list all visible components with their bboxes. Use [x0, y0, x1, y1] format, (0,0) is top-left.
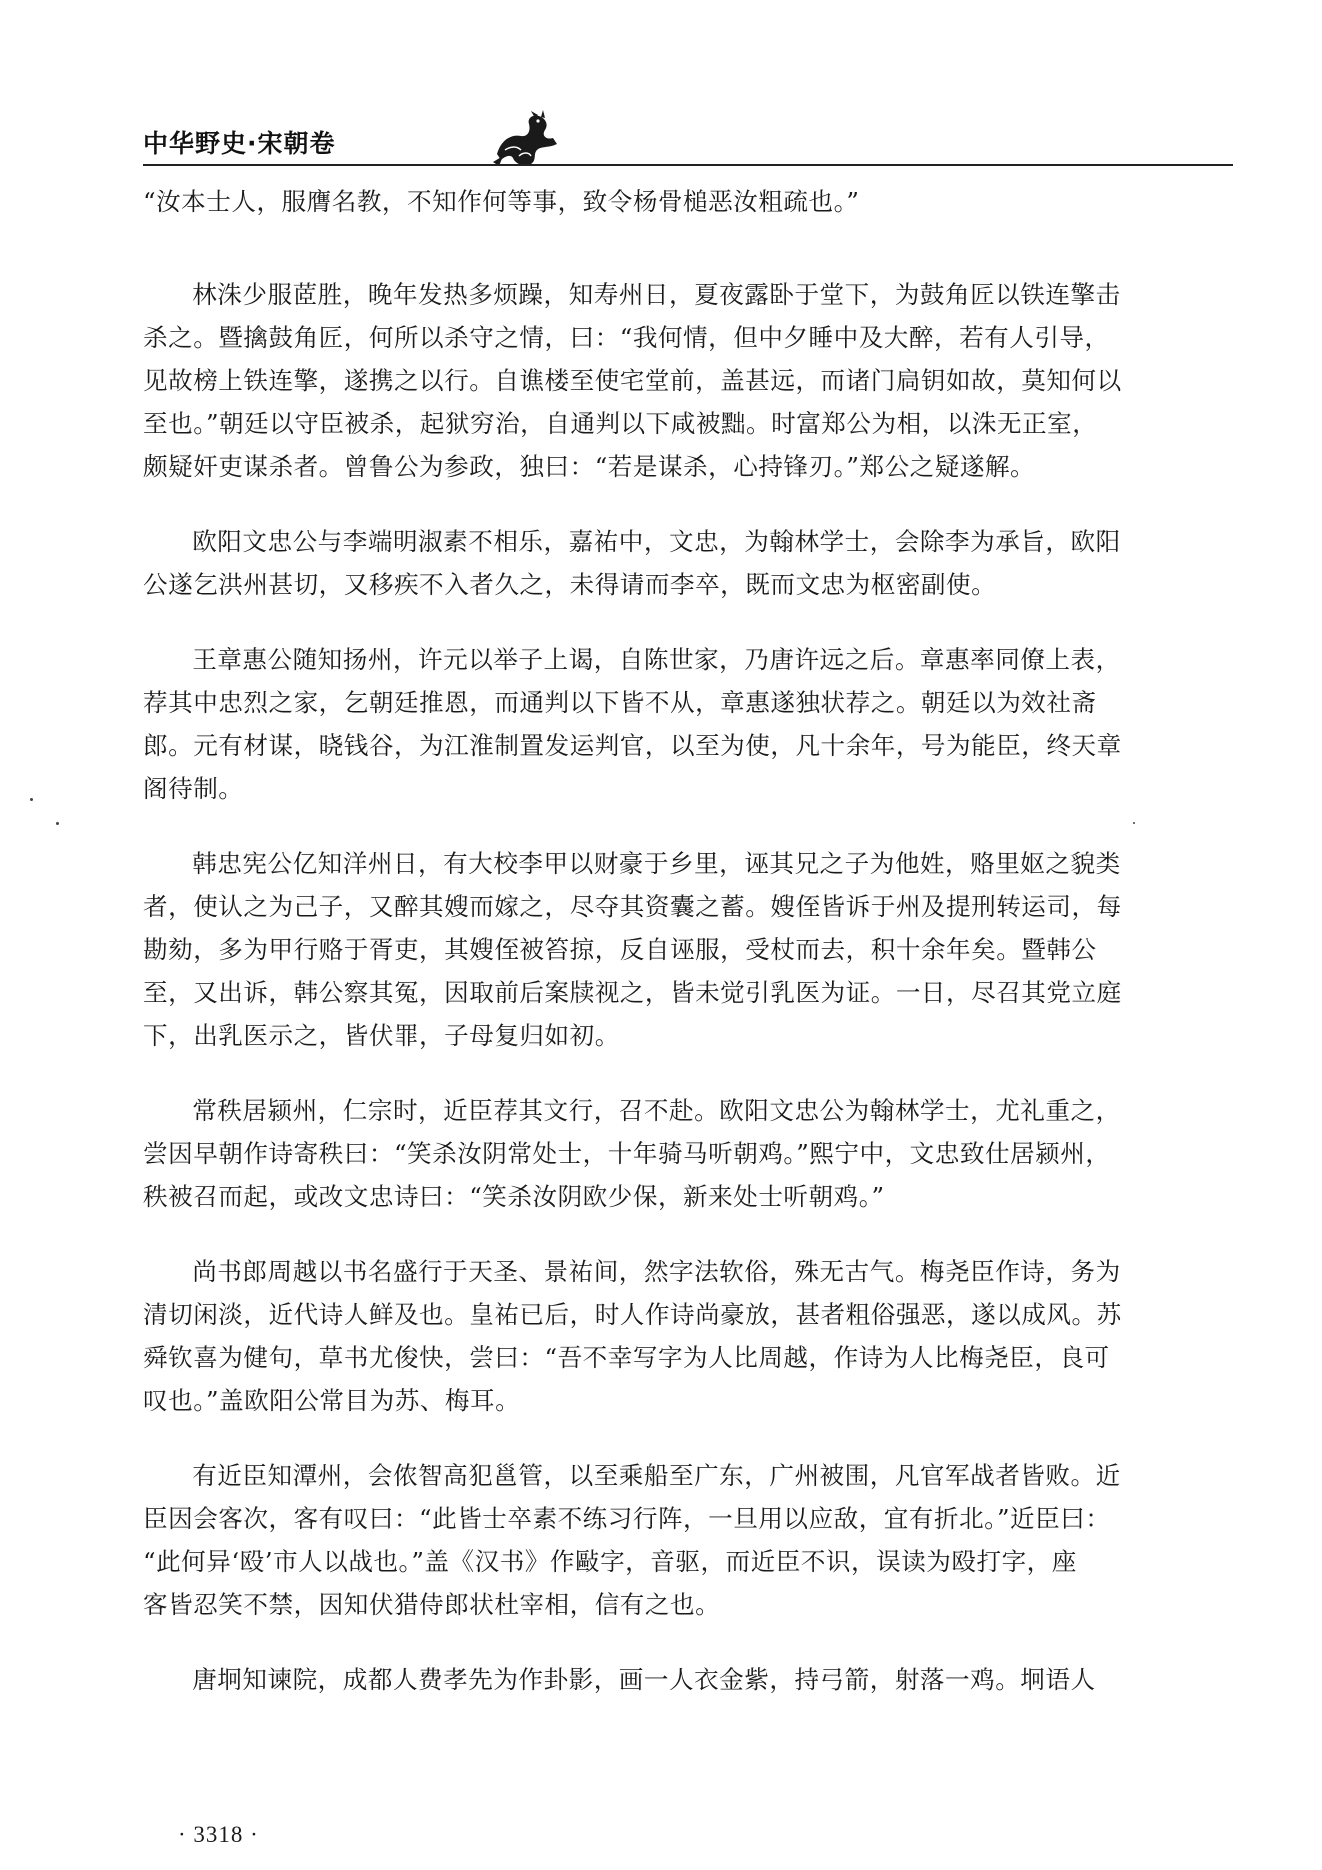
paragraph-wang-zhanghui: 王章惠公随知扬州，许元以举子上谒，自陈世家，乃唐许远之后。章惠率同僚上表， 荐其中忠烈之家，乞朝廷推恩，而通判以下皆不从，章惠遂独状荐之。朝廷以为效社斋 郎。元有材谋，晓钱谷，为江淮制置发运判官，以至为使，凡十余年，号为能臣，终天章 阁待制。 [143, 645, 1122, 803]
running-header [143, 118, 1233, 174]
paragraph-tang-jiong: 唐坰知谏院，成都人费孝先为作卦影，画一人衣金紫，持弓箭，射落一鸡。坰语人 [192, 1665, 1096, 1694]
paragraph-han-zhongxian: 韩忠宪公亿知洋州日，有大校李甲以财豪于乡里，诬其兄之子为他姓，赂里妪之貌类 者，使认之为己子，又醉其嫂而嫁之，尽夺其资囊之蓄。嫂侄皆诉于州及提刑转运司，每 勘劾，多为甲行赂于胥吏，其嫂侄被笞掠，反自诬服，受杖而去，积十余年矣。暨韩公 至，又出诉，韩公察其冤，因取前后案牍视之，皆未觉引乳医为证。一日，尽召其党立庭 下，出乳医示之，皆伏罪，子母复归如初。 [143, 849, 1122, 1050]
paragraph-lin-zhu: 林洙少服茝胜，晚年发热多烦躁，知寿州日，夏夜露卧于堂下，为鼓角匠以铁连擎击 杀之。暨擒鼓角匠，何所以杀守之情，曰：“我何情，但中夕睡中及大醉，若有人引导， 见故榜上铁连擎，遂携之以行。自谯楼至使宅堂前，盖甚远，而诸门扃钥如故，莫知何以 至也。”朝廷以守臣被杀，起狱穷治，自通判以下咸被黜。时富郑公为相，以洙无正室， 颇疑奸吏谋杀者。曾鲁公为参政，独曰：“若是谋杀，心持锋刃。”郑公之疑遂解。 [143, 280, 1122, 481]
header-rule [143, 164, 1233, 166]
dragon-emblem-icon [491, 110, 561, 168]
scan-speck [1133, 822, 1135, 824]
book-title: 中华野史·宋朝卷 [143, 129, 336, 158]
page-body [143, 180, 1233, 1733]
paragraph-zhou-yue: 尚书郎周越以书名盛行于天圣、景祐间，然字法软俗，殊无古气。梅尧臣作诗，务为 清切闲淡，近代诗人鲜及也。皇祐已后，时人作诗尚豪放，甚者粗俗强恶，遂以成风。苏 舜钦喜为健句，草书尤俊快，尝曰：“吾不幸写字为人比周越，作诗为人比梅尧臣，良可 叹也。”盖欧阳公常目为苏、梅耳。 [143, 1257, 1122, 1415]
scan-speck [30, 798, 33, 801]
paragraph-ouyang-li: 欧阳文忠公与李端明淑素不相乐，嘉祐中，文忠，为翰林学士，会除李为承旨，欧阳 公遂乞洪州甚切，又移疾不入者久之，未得请而李卒，既而文忠为枢密副使。 [143, 527, 1121, 599]
paragraph-continuation: “汝本士人，服膺名教，不知作何等事，致令杨骨槌恶汝粗疏也。” [143, 187, 860, 216]
scan-speck [56, 822, 59, 825]
paragraph-chang-zhi: 常秩居颍州，仁宗时，近臣荐其文行，召不赴。欧阳文忠公为翰林学士，尤礼重之， 尝因早朝作诗寄秩曰：“笑杀汝阴常处士，十年骑马听朝鸡。”熙宁中，文忠致仕居颍州， 秩被召而起，或改文忠诗曰：“笑杀汝阴欧少保，新来处士听朝鸡。” [143, 1096, 1121, 1211]
page-number: · 3318 · [178, 1822, 259, 1847]
paragraph-tanzhou-minister: 有近臣知潭州，会侬智高犯邕管，以至乘船至广东，广州被围，凡官军战者皆败。近 臣因会客次，客有叹曰：“此皆士卒素不练习行阵，一旦用以应敌，宜有折北。”近臣曰： “此何异‘殴’市人以战也。”盖《汉书》作敺字，音驱，而近臣不识，误读为殴打字，座 客皆忍笑不禁，因知伏猎侍郎状杜宰相，信有之也。 [143, 1461, 1121, 1619]
